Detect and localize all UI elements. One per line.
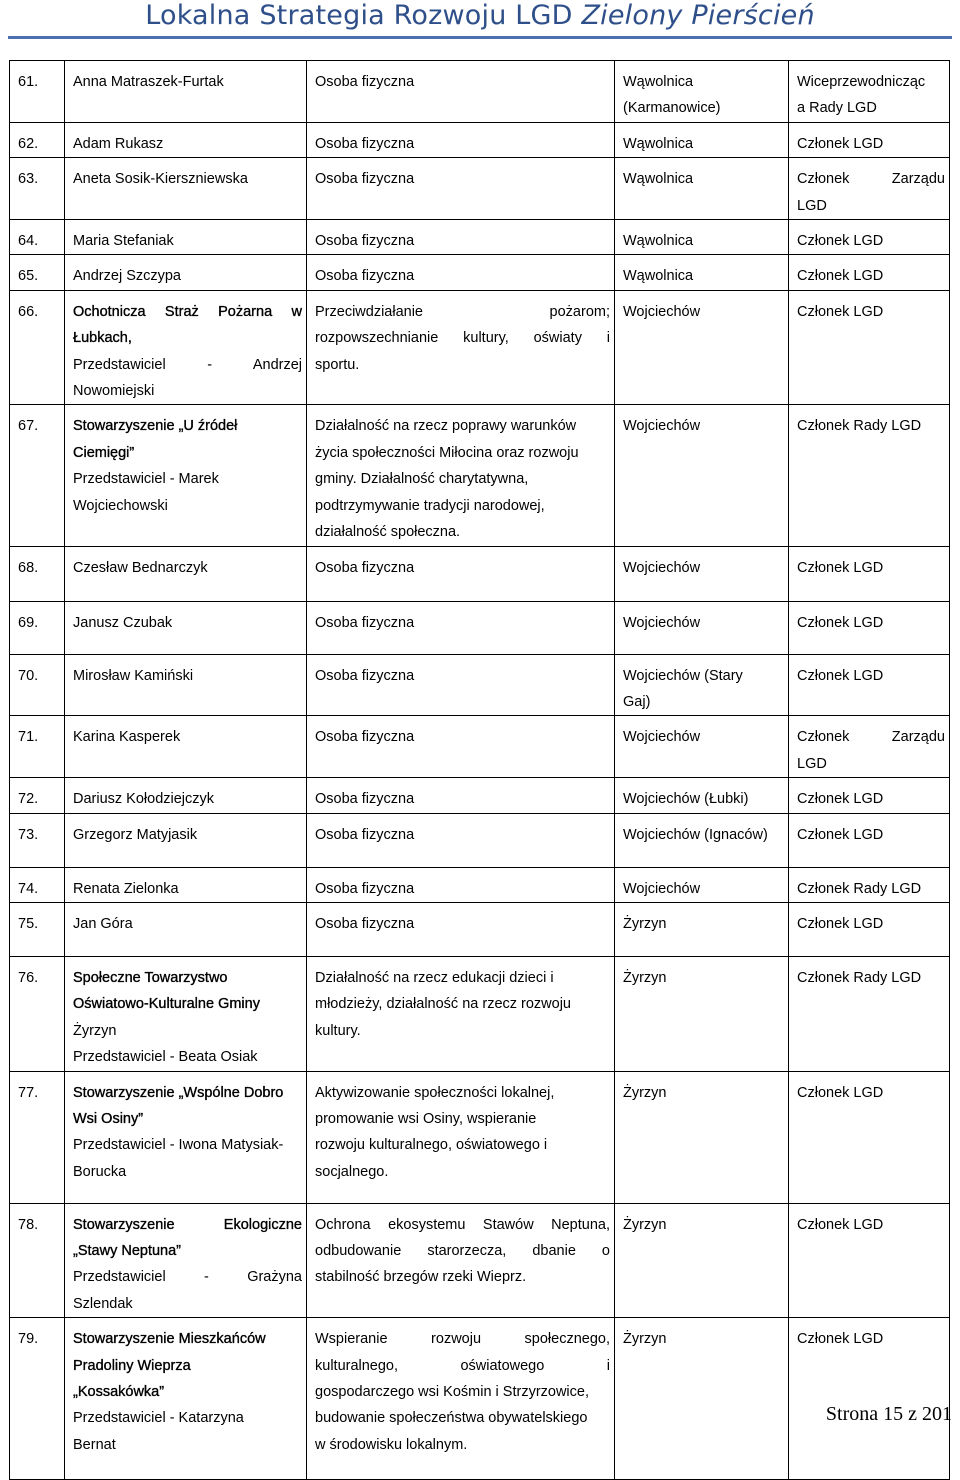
type-line: Osoba fizyczna [315,915,415,932]
cell-no [10,405,65,546]
no-value: 63. [18,171,39,188]
type-line: Wspieranie rozwoju społecznego, [315,1331,610,1348]
name-line: Ciemięgi” [73,444,135,461]
cell-name [65,61,307,123]
type-line: w środowisku lokalnym. [315,1436,468,1453]
table-row [10,956,950,1071]
type-line: rozpowszechnianie kultury, oświaty i [315,330,610,347]
cell-no [10,1318,65,1480]
type-line: stabilność brzegów rzeki Wieprz. [315,1269,527,1286]
cell-type [307,902,615,956]
cell-name [65,255,307,290]
cell-name [65,601,307,654]
type-line: sportu. [315,356,360,373]
role-line: Członek LGD [797,559,884,576]
role-line: Członek LGD [797,303,884,320]
type-line: podtrzymywanie tradycji narodowej, [315,497,545,514]
header-rule [8,36,952,39]
no-value: 72. [18,791,39,808]
type-line: Osoba fizyczna [315,791,415,808]
name-line: Borucka [73,1163,127,1180]
cell-role [789,867,950,902]
name-line: Adam Rukasz [73,135,164,152]
role-line: Członek LGD [797,233,884,250]
type-line: Osoba fizyczna [315,614,415,631]
no-value: 73. [18,826,39,843]
role-line: Członek LGD [797,614,884,631]
cell-role [789,61,950,123]
no-value: 66. [18,303,39,320]
place-line: Wąwolnica [623,233,694,250]
table-row [10,813,950,867]
name-line: Mirosław Kamiński [73,667,194,684]
table-row [10,778,950,813]
members-table [9,60,950,1480]
type-line: socjalnego. [315,1163,389,1180]
name-line: Janusz Czubak [73,614,173,631]
role-line: LGD [797,755,827,772]
name-line: Aneta Sosik-Kierszniewska [73,171,248,188]
cell-type [307,956,615,1071]
cell-name [65,546,307,601]
cell-no [10,255,65,290]
place-line: Wojciechów [623,559,701,576]
cell-no [10,654,65,716]
name-line: Przedstawiciel - Marek [73,471,219,488]
type-line: Ochrona ekosystemu Stawów Neptuna, [315,1216,610,1233]
cell-name [65,956,307,1071]
place-line: Wąwolnica [623,74,694,90]
cell-place [615,867,789,902]
place-line: Wojciechów (Stary [623,667,743,684]
place-line: Wojciechów (Łubki) [623,791,749,808]
cell-name [65,1071,307,1203]
name-line: Ochotnicza Straż Pożarna w [73,303,302,320]
name-line: Nowomiejski [73,383,155,400]
cell-role [789,405,950,546]
type-line: Przeciwdziałanie pożarom; [315,303,610,320]
no-value: 69. [18,614,39,631]
type-line: rozwoju kulturalnego, oświatowego i [315,1137,548,1154]
role-line: Członek LGD [797,1084,884,1101]
cell-place [615,122,789,157]
header-title-main: Lokalna Strategia Rozwoju LGD [145,0,582,31]
name-line: Przedstawiciel - Grażyna [73,1269,302,1286]
cell-no [10,902,65,956]
name-line: Maria Stefaniak [73,233,174,250]
type-line: kultury. [315,1022,361,1039]
cell-place [615,778,789,813]
name-line: Stowarzyszenie Ekologiczne [73,1216,302,1233]
cell-no [10,601,65,654]
cell-role [789,1203,950,1318]
cell-type [307,716,615,778]
name-line: Stowarzyszenie Mieszkańców [73,1331,266,1348]
table-row [10,1318,950,1480]
place-line: Wojciechów [623,303,701,320]
role-line: Członek LGD [797,1331,884,1348]
cell-role [789,255,950,290]
place-line: Żyrzyn [623,1084,667,1101]
cell-role [789,654,950,716]
cell-place [615,290,789,405]
no-value: 78. [18,1216,39,1233]
cell-place [615,1071,789,1203]
cell-role [789,956,950,1071]
role-line: Wiceprzewodnicząc [797,74,926,90]
role-line: a Rady LGD [797,100,877,117]
no-value: 64. [18,233,39,250]
cell-no [10,546,65,601]
place-line: Wąwolnica [623,171,694,188]
table-row [10,290,950,405]
table-row [10,716,950,778]
role-line: Członek Rady LGD [797,418,922,435]
cell-name [65,405,307,546]
place-line: Wojciechów [623,614,701,631]
cell-no [10,290,65,405]
cell-name [65,716,307,778]
name-line: Przedstawiciel - Katarzyna [73,1410,244,1427]
place-line: Wojciechów [623,729,701,746]
cell-type [307,1203,615,1318]
cell-no [10,61,65,123]
no-value: 77. [18,1084,39,1101]
cell-role [789,158,950,220]
type-line: promowanie wsi Osiny, wspieranie [315,1110,537,1127]
name-line: Stowarzyszenie „Wspólne Dobro [73,1084,284,1101]
cell-name [65,122,307,157]
name-line: Społeczne Towarzystwo [73,969,228,986]
name-line: Przedstawiciel - Beata Osiak [73,1049,258,1066]
no-value: 74. [18,880,39,897]
role-line: Członek LGD [797,791,884,808]
name-line: Anna Matraszek-Furtak [73,74,224,90]
name-line: Wojciechowski [73,497,168,514]
table-row [10,546,950,601]
cell-place [615,716,789,778]
cell-place [615,405,789,546]
cell-type [307,867,615,902]
place-line: Wojciechów (Ignaców) [623,826,768,843]
place-line: Wojciechów [623,418,701,435]
cell-place [615,220,789,255]
cell-name [65,902,307,956]
cell-place [615,1203,789,1318]
role-line: Członek LGD [797,135,884,152]
cell-type [307,290,615,405]
cell-place [615,956,789,1071]
cell-role [789,220,950,255]
type-line: Osoba fizyczna [315,268,415,285]
name-line: Pradoliny Wieprza [73,1357,191,1374]
no-value: 79. [18,1331,39,1348]
type-line: gospodarczego wsi Kośmin i Strzyrzowice, [315,1384,589,1400]
name-line: Czesław Bednarczyk [73,559,208,576]
place-line: Żyrzyn [623,915,667,932]
type-line: Osoba fizyczna [315,559,415,576]
cell-place [615,1318,789,1480]
type-line: Osoba fizyczna [315,826,415,843]
table-row [10,654,950,716]
place-line: Wąwolnica [623,135,694,152]
cell-name [65,778,307,813]
cell-no [10,778,65,813]
type-line: Działalność na rzecz edukacji dzieci i [315,969,554,986]
table-row [10,867,950,902]
cell-name [65,290,307,405]
type-line: Osoba fizyczna [315,233,415,250]
type-line: kulturalnego, oświatowego i [315,1357,610,1374]
type-line: budowanie społeczeństwa obywatelskiego [315,1410,588,1427]
cell-type [307,61,615,123]
cell-role [789,1318,950,1480]
cell-type [307,405,615,546]
cell-type [307,813,615,867]
no-value: 70. [18,667,39,684]
cell-name [65,1203,307,1318]
name-line: Renata Zielonka [73,880,179,897]
name-line: Stowarzyszenie „U źródeł [73,418,238,435]
cell-type [307,1318,615,1480]
table-row [10,1071,950,1203]
name-line: Dariusz Kołodziejczyk [73,791,215,808]
cell-type [307,220,615,255]
place-line: Żyrzyn [623,1331,667,1348]
cell-type [307,1071,615,1203]
name-line: Bernat [73,1436,116,1453]
table-row [10,220,950,255]
cell-place [615,61,789,123]
name-line: Żyrzyn [73,1022,117,1039]
type-line: Osoba fizyczna [315,729,415,746]
cell-no [10,956,65,1071]
cell-no [10,220,65,255]
cell-no [10,1071,65,1203]
cell-role [789,778,950,813]
type-line: Osoba fizyczna [315,667,415,684]
table-row [10,122,950,157]
role-line: Członek LGD [797,826,884,843]
no-value: 65. [18,268,39,285]
name-line: „Stawy Neptuna” [73,1242,181,1259]
cell-no [10,1203,65,1318]
name-line: Andrzej Szczypa [73,268,181,285]
cell-place [615,158,789,220]
cell-role [789,1071,950,1203]
name-line: Jan Góra [73,915,133,932]
cell-place [615,546,789,601]
name-line: Przedstawiciel - Iwona Matysiak- [73,1137,284,1154]
page-header [0,0,960,44]
role-line: Członek Rady LGD [797,969,922,986]
cell-role [789,122,950,157]
role-line: LGD [797,197,827,214]
role-line: Członek LGD [797,667,884,684]
type-line: gminy. Działalność charytatywna, [315,471,529,488]
role-line: Członek LGD [797,915,884,932]
cell-place [615,255,789,290]
cell-place [615,813,789,867]
role-line: Członek Rady LGD [797,880,922,897]
no-value: 61. [18,74,39,90]
cell-role [789,601,950,654]
role-line: Członek Zarządu [797,729,945,746]
cell-name [65,867,307,902]
cell-name [65,1318,307,1480]
place-line: (Karmanowice) [623,100,721,117]
place-line: Gaj) [623,693,651,710]
table-row [10,1203,950,1318]
cell-role [789,716,950,778]
place-line: Żyrzyn [623,1216,667,1233]
cell-place [615,902,789,956]
type-line: życia społeczności Miłocina oraz rozwoju [315,444,579,461]
cell-no [10,158,65,220]
type-line: Działalność na rzecz poprawy warunków [315,418,577,435]
cell-type [307,601,615,654]
type-line: Osoba fizyczna [315,74,415,90]
cell-type [307,546,615,601]
table-row [10,158,950,220]
cell-name [65,813,307,867]
table-row [10,405,950,546]
cell-no [10,867,65,902]
name-line: Grzegorz Matyjasik [73,826,198,843]
cell-name [65,158,307,220]
cell-no [10,813,65,867]
cell-role [789,813,950,867]
table-row [10,61,950,123]
no-value: 68. [18,559,39,576]
cell-role [789,902,950,956]
name-line: Karina Kasperek [73,729,181,746]
place-line: Wąwolnica [623,268,694,285]
name-line: „Kossakówka” [73,1384,165,1400]
name-line: Oświatowo-Kulturalne Gminy [73,996,260,1013]
cell-no [10,122,65,157]
cell-type [307,158,615,220]
type-line: Aktywizowanie społeczności lokalnej, [315,1084,555,1101]
type-line: odbudowanie starorzecza, dbanie o [315,1242,610,1259]
cell-name [65,220,307,255]
no-value: 76. [18,969,39,986]
cell-no [10,716,65,778]
header-title-italic: Zielony Pierścień [581,0,815,31]
header-title [0,0,960,32]
cell-type [307,654,615,716]
no-value: 71. [18,729,39,746]
cell-type [307,255,615,290]
cell-name [65,654,307,716]
table-row [10,601,950,654]
type-line: Osoba fizyczna [315,135,415,152]
cell-role [789,546,950,601]
no-value: 75. [18,915,39,932]
page-number: Strona 15 z 201 [825,1403,952,1425]
type-line: młodzieży, działalność na rzecz rozwoju [315,996,572,1013]
role-line: Członek LGD [797,268,884,285]
table-row [10,255,950,290]
name-line: Łubkach, [73,330,132,347]
cell-type [307,778,615,813]
type-line: Osoba fizyczna [315,171,415,188]
place-line: Wojciechów [623,880,701,897]
table-row [10,902,950,956]
place-line: Żyrzyn [623,969,667,986]
name-line: Szlendak [73,1295,133,1312]
cell-place [615,601,789,654]
cell-place [615,654,789,716]
cell-role [789,290,950,405]
type-line: działalność społeczna. [315,524,461,541]
type-line: Osoba fizyczna [315,880,415,897]
no-value: 67. [18,418,39,435]
role-line: Członek Zarządu [797,171,945,188]
name-line: Wsi Osiny” [73,1110,144,1127]
cell-type [307,122,615,157]
role-line: Członek LGD [797,1216,884,1233]
no-value: 62. [18,135,39,152]
name-line: Przedstawiciel - Andrzej [73,356,302,373]
